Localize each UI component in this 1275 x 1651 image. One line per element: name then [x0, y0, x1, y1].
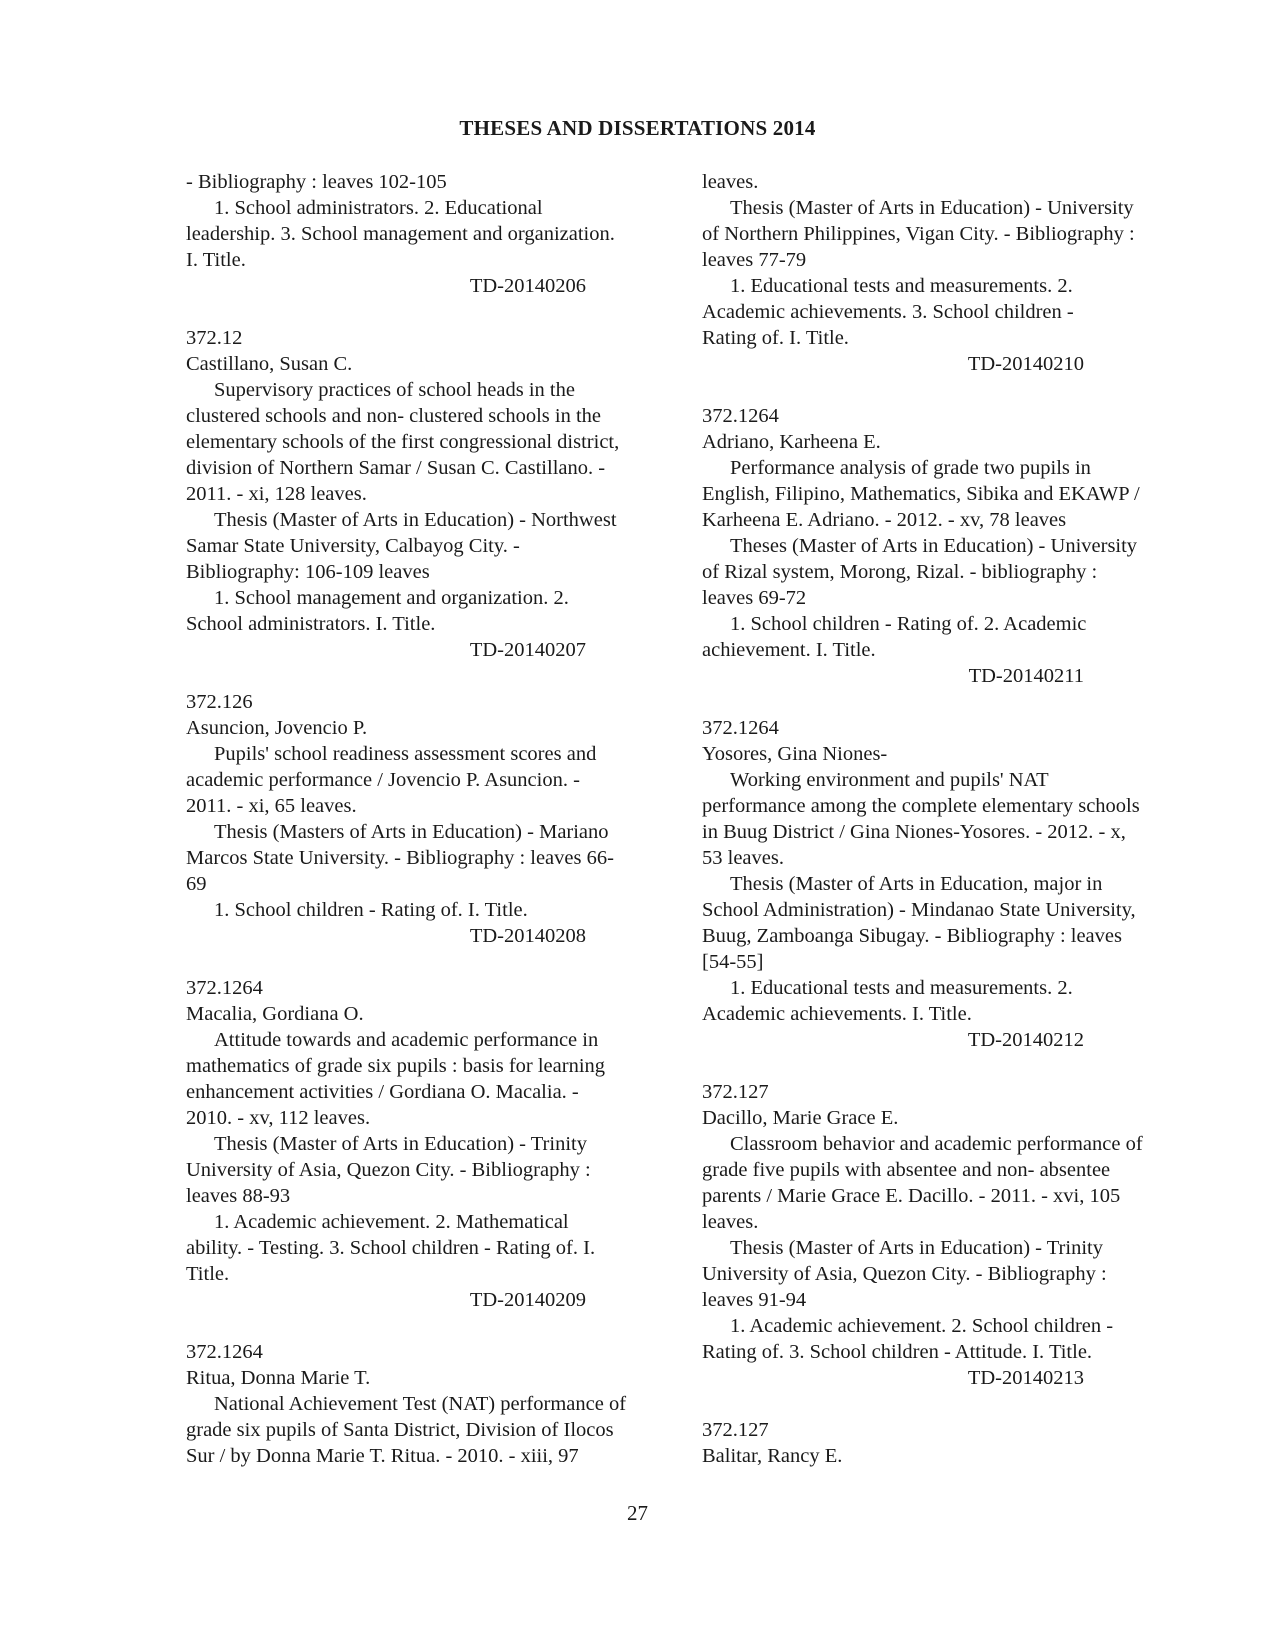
entry-td-20140214-start: [702, 1417, 1189, 1469]
entry-line: Supervisory practices of school heads in the: [214, 379, 575, 401]
accession-number: TD-20140207: [469, 639, 586, 661]
entry-line: 1. Educational tests and measurements. 2.: [730, 977, 1073, 999]
entry-line: of Northern Philippines, Vigan City. - Bibliography :: [702, 223, 1135, 245]
entry-continued: [186, 169, 666, 299]
entry-td-20140209: [186, 975, 666, 1313]
entry-td-20140212: [702, 715, 1189, 1053]
entry-line: Karheena E. Adriano. - 2012. - xv, 78 leaves: [702, 509, 1067, 531]
entry-line: 2010. - xv, 112 leaves.: [186, 1107, 371, 1129]
accession-number: TD-20140213: [967, 1367, 1084, 1389]
entry-line: Academic achievements. 3. School children -: [702, 301, 1074, 323]
entry-line: Marcos State University. - Bibliography : leaves 66-: [186, 847, 614, 869]
entry-line: Buug, Zamboanga Sibugay. - Bibliography : leaves: [702, 925, 1122, 947]
entry-line: grade six pupils of Santa District, Division of Ilocos: [186, 1419, 614, 1441]
accession-number: TD-20140209: [469, 1289, 586, 1311]
entry-line: National Achievement Test (NAT) performance of: [214, 1393, 627, 1415]
entry-line: I. Title.: [186, 249, 246, 271]
entry-line: 1. Academic achievement. 2. Mathematical: [214, 1211, 569, 1233]
accession-number: TD-20140212: [967, 1029, 1084, 1051]
entry-line: 1. School administrators. 2. Educational: [214, 197, 543, 219]
author: Ritua, Donna Marie T.: [186, 1367, 371, 1389]
entry-td-20140211: [702, 403, 1189, 689]
author: Yosores, Gina Niones-: [702, 743, 888, 765]
entry-line: leaves.: [702, 1211, 759, 1233]
entry-line: in Buug District / Gina Niones-Yosores. - 2012. - x,: [702, 821, 1126, 843]
entry-td-20140210-start: [186, 1339, 666, 1469]
entry-line: leaves 69-72: [702, 587, 807, 609]
page-title: THESES AND DISSERTATIONS 2014: [459, 116, 816, 140]
entry-line: 2011. - xi, 65 leaves.: [186, 795, 357, 817]
entry-line: clustered schools and non- clustered schools in the: [186, 405, 602, 427]
entry-line: 1. Educational tests and measurements. 2.: [730, 275, 1073, 297]
entry-line: ability. - Testing. 3. School children - Rating of. I.: [186, 1237, 596, 1259]
call-number: 372.127: [702, 1419, 769, 1441]
entry-line: 1. School children - Rating of. I. Title.: [214, 899, 528, 921]
entry-line: enhancement activities / Gordiana O. Macalia. -: [186, 1081, 579, 1103]
author: Asuncion, Jovencio P.: [186, 717, 368, 739]
entry-line: Attitude towards and academic performance in: [214, 1029, 599, 1051]
right-column: [702, 169, 1189, 1469]
entry-line: Thesis (Master of Arts in Education) - University: [730, 197, 1134, 219]
entry-line: Classroom behavior and academic performance of: [730, 1133, 1143, 1155]
author: Adriano, Karheena E.: [702, 431, 881, 453]
call-number: 372.126: [186, 691, 253, 713]
call-number: 372.1264: [702, 405, 779, 427]
entry-line: Thesis (Master of Arts in Education) - Trinity: [214, 1133, 587, 1155]
accession-number: TD-20140206: [469, 275, 586, 297]
entry-line: Pupils' school readiness assessment scores and: [214, 743, 597, 765]
entry-line: School administrators. I. Title.: [186, 613, 436, 635]
call-number: 372.1264: [186, 1341, 263, 1363]
author: Dacillo, Marie Grace E.: [702, 1107, 899, 1129]
author: Macalia, Gordiana O.: [186, 1003, 364, 1025]
entry-line: leaves 77-79: [702, 249, 807, 271]
entry-line: performance among the complete elementary schools: [702, 795, 1140, 817]
left-column: [186, 169, 666, 1469]
accession-number: TD-20140208: [469, 925, 586, 947]
accession-number: TD-20140211: [968, 665, 1084, 687]
entry-line: Rating of. I. Title.: [702, 327, 849, 349]
author: Balitar, Rancy E.: [702, 1445, 843, 1467]
entry-line: leaves.: [702, 171, 759, 193]
author: Castillano, Susan C.: [186, 353, 353, 375]
entry-line: leaves 91-94: [702, 1289, 807, 1311]
entry-line: English, Filipino, Mathematics, Sibika and EKAWP /: [702, 483, 1140, 505]
accession-number: TD-20140210: [967, 353, 1084, 375]
entry-line: Title.: [186, 1263, 230, 1285]
entry-line: Thesis (Master of Arts in Education) - Trinity: [730, 1237, 1103, 1259]
entry-line: School Administration) - Mindanao State University,: [702, 899, 1136, 921]
entry-line: grade five pupils with absentee and non- absentee: [702, 1159, 1111, 1181]
entry-line: Performance analysis of grade two pupils in: [730, 457, 1091, 479]
entry-line: 69: [186, 873, 207, 895]
entry-line: [54-55]: [702, 951, 764, 973]
entry-line: Sur / by Donna Marie T. Ritua. - 2010. - xiii, 97: [186, 1445, 579, 1467]
entry-line: academic performance / Jovencio P. Asuncion. -: [186, 769, 580, 791]
entry-line: 1. Academic achievement. 2. School children -: [730, 1315, 1114, 1337]
entry-line: 1. School children - Rating of. 2. Academic: [730, 613, 1087, 635]
entry-line: leaves 88-93: [186, 1185, 291, 1207]
entry-line: division of Northern Samar / Susan C. Castillano. -: [186, 457, 606, 479]
entry-line: Thesis (Master of Arts in Education) - Northwest: [214, 509, 617, 531]
entry-line: 1. School management and organization. 2.: [214, 587, 569, 609]
entry-line: achievement. I. Title.: [702, 639, 876, 661]
entry-line: Thesis (Master of Arts in Education, major in: [730, 873, 1103, 895]
entry-line: 53 leaves.: [702, 847, 784, 869]
entry-line: leadership. 3. School management and organization.: [186, 223, 615, 245]
entry-line: parents / Marie Grace E. Dacillo. - 2011. - xvi, 105: [702, 1185, 1121, 1207]
entry-line: University of Asia, Quezon City. - Bibliography :: [186, 1159, 591, 1181]
call-number: 372.1264: [702, 717, 779, 739]
entry-td-20140207: [186, 325, 666, 663]
entry-td-20140213: [702, 1079, 1189, 1391]
call-number: 372.12: [186, 327, 243, 349]
entry-line: Samar State University, Calbayog City. -: [186, 535, 520, 557]
entry-line: Theses (Master of Arts in Education) - University: [730, 535, 1138, 557]
entry-line: mathematics of grade six pupils : basis for learning: [186, 1055, 606, 1077]
call-number: 372.127: [702, 1081, 769, 1103]
entry-line: 2011. - xi, 128 leaves.: [186, 483, 367, 505]
entry-line: Working environment and pupils' NAT: [730, 769, 1049, 791]
entry-line: Academic achievements. I. Title.: [702, 1003, 972, 1025]
entry-line: Thesis (Masters of Arts in Education) - Mariano: [214, 821, 609, 843]
entry-td-20140210-continued: [702, 169, 1189, 377]
page-number: 27: [627, 1501, 648, 1525]
entry-line: of Rizal system, Morong, Rizal. - bibliography :: [702, 561, 1098, 583]
entry-td-20140208: [186, 689, 666, 949]
entry-line: Rating of. 3. School children - Attitude. I. Title.: [702, 1341, 1093, 1363]
call-number: 372.1264: [186, 977, 263, 999]
entry-line: elementary schools of the first congressional district,: [186, 431, 620, 453]
entry-line: - Bibliography : leaves 102-105: [186, 171, 447, 193]
entry-line: Bibliography: 106-109 leaves: [186, 561, 430, 583]
entry-line: University of Asia, Quezon City. - Bibliography :: [702, 1263, 1107, 1285]
